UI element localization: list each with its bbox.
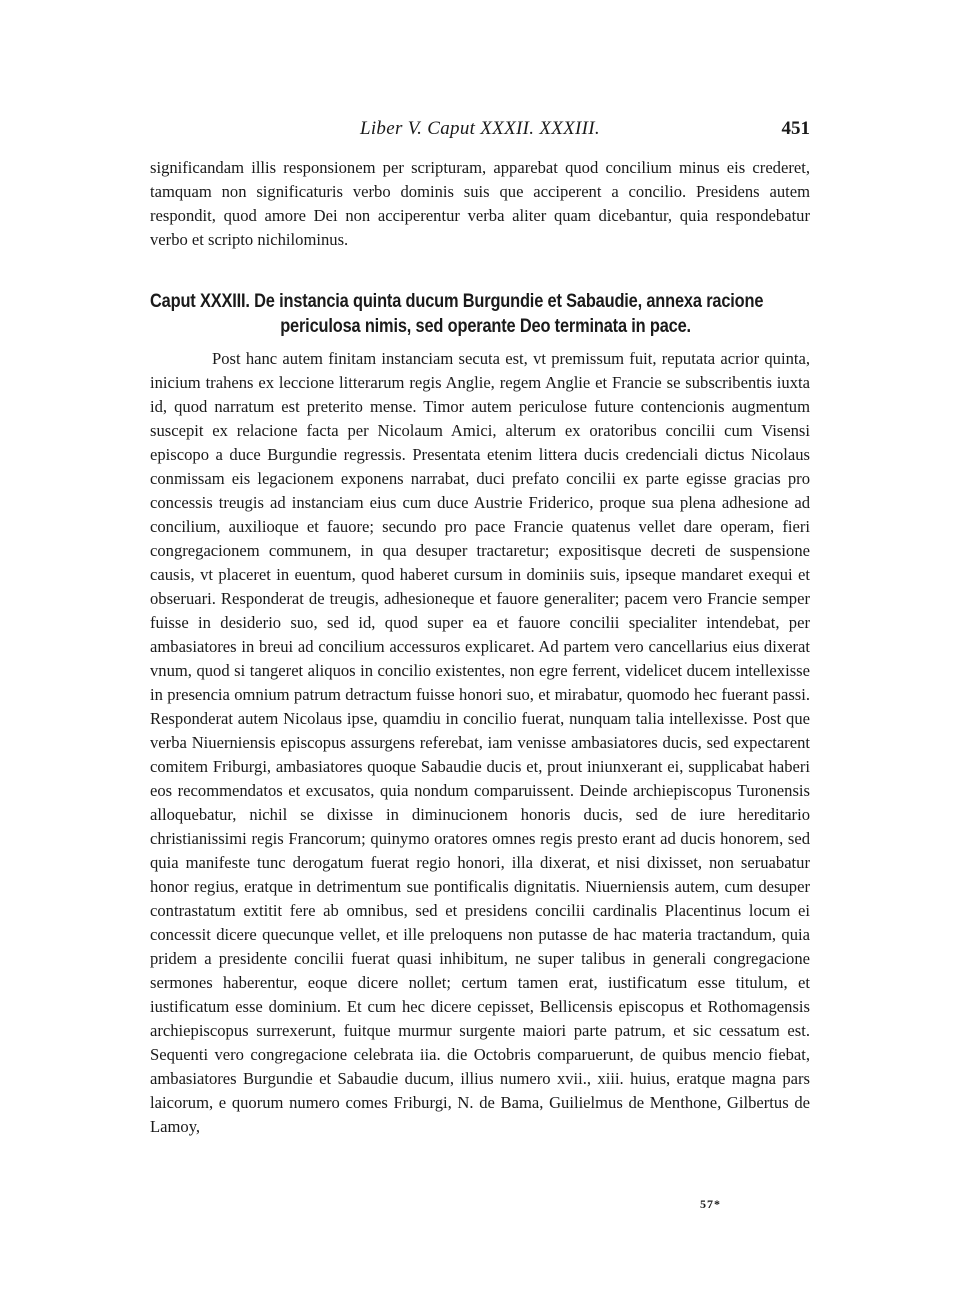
chapter-title-line2: periculosa nimis, sed operante Deo terminata in pace. xyxy=(280,315,691,337)
intro-paragraph-block xyxy=(150,156,810,252)
main-paragraph: Post hanc autem finitam instanciam secuta est, vt premissum fuit, reputata acrior quinta, inicium trahens ex leccione litterarum regis Anglie, regem Anglie et Francie se subscribentis iuxta id, quod narratum est preterito mense. Timor autem periculose future contencionis augmentum suscepit ex relacione facta per Nicolaum Amici, alterum ex oratoribus concilii cum Visensi episcopo a duce Burgundie regressis. Presentata etenim littera ducis credenciali dictus Nicolaus conmissam eis legacionem exponens narrabat, duci prefato concilii ex parte egisse gracias pro concessis treugis ad instanciam eius cum duce Austrie Friderico, proque sua plena adhesione ad concilium, auxilioque et fauore; secundo pro pace Francie quatenus vellet dare operam, fieri congregacionem communem, in qua desuper tractaretur; expositisque decreti de suspensione causis, vt placeret in euentum, quod haberet cursum in dominiis suis, ipseque mandaret exequi et obseruari. Responderat de treugis, adhesioneque et fauore generaliter; pacem vero Francie semper fuisse in desiderio suo, sed id, quod super ea et fauore concilii specialiter intendebat, per ambasiatores in breui ad concilium accessuros explicaret. Ad partem vero cancellarius eius dixerat vnum, quod si tangeret aliquos in concilio existentes, non egre ferrent, videlicet ducem intellexisse in presencia omnium patrum detractum fuisse honori suo, et mirabatur, quomodo hec fuerant passi. Responderat autem Nicolaus ipse, quamdiu in concilio fuerat, nunquam talia intellexisse. Post que verba Niuerniensis episcopus assurgens referebat, iam venisse ambasiatores ducis, sed expectarent comitem Friburgi, ambasiatores quoque Sabaudie ducis et, prout iniunxerant ei, supplicabat haberi eos recommendatos et excusatos, quia nondum comparuissent. Deinde archiepiscopus Turonensis alloquebatur, nichil se dixisse in diminucionem honoris ducis, sed de iure hereditario christianissimi regis Francorum; quinymo oratores omnes regis presto erant ad ducis honorem, sed quia manifeste tunc derogatum fuerat regio honori, illa dixerat, et nisi dixisset, non seruabatur honor regius, eratque in detrimentum sue pontificalis dignitatis. Niuerniensis autem, cum desuper contrastatum extitit fere ab omnibus, sed et presidens concilii cardinalis Placentinus locum ei concessit dicere quecunque vellet, et ille preloquens non putasse de hac materia tractandum, quia pridem a presidente concilii fuerat quasi inhibitum, ne super talibus in generali congregacione sermones haberentur, eoque dicere nollet; certum tamen erat, iustificatum esse titulum, et iustificatum esse dominium. Et cum hec dicere cepisset, Bellicensis episcopus et Rothomagensis archiepiscopus surrexerunt, fuitque murmur surgente maiori parte patrum, et sic cessatum est. Sequenti vero congregacione celebrata iia. die Octobris comparuerunt, de quibus mencio fiebat, ambasiatores Burgundie et Sabaudie ducum, illius numero xvii., xiii. huius, eratque magna pars laicorum, e quorum numero comes Friburgi, N. de Bama, Guilielmus de Menthone, Gilbertus de Lamoy, xyxy=(150,349,810,1136)
running-header xyxy=(150,118,810,144)
intro-paragraph: significandam illis responsionem per scripturam, apparebat quod concilium minus eis crederet, tamquam non significaturis verbo dominis suis que acciperent a concilio. Presidens autem respondit, quod amore Dei non acciperentur verba aliter quam dicebantur, quia respondebatur verbo et scripto nichilominus. xyxy=(150,158,810,249)
page-number: 451 xyxy=(781,118,810,139)
signature-mark: 57* xyxy=(700,1197,721,1211)
chapter-heading xyxy=(150,289,764,339)
main-text-block xyxy=(150,347,810,1139)
chapter-title-line1: De instancia quinta ducum Burgundie et Sabaudie, annexa racione xyxy=(254,290,764,312)
chapter-label: Caput XXXIII. xyxy=(150,290,250,312)
running-title: Liber V. Caput XXXII. XXXIII. xyxy=(359,118,600,139)
